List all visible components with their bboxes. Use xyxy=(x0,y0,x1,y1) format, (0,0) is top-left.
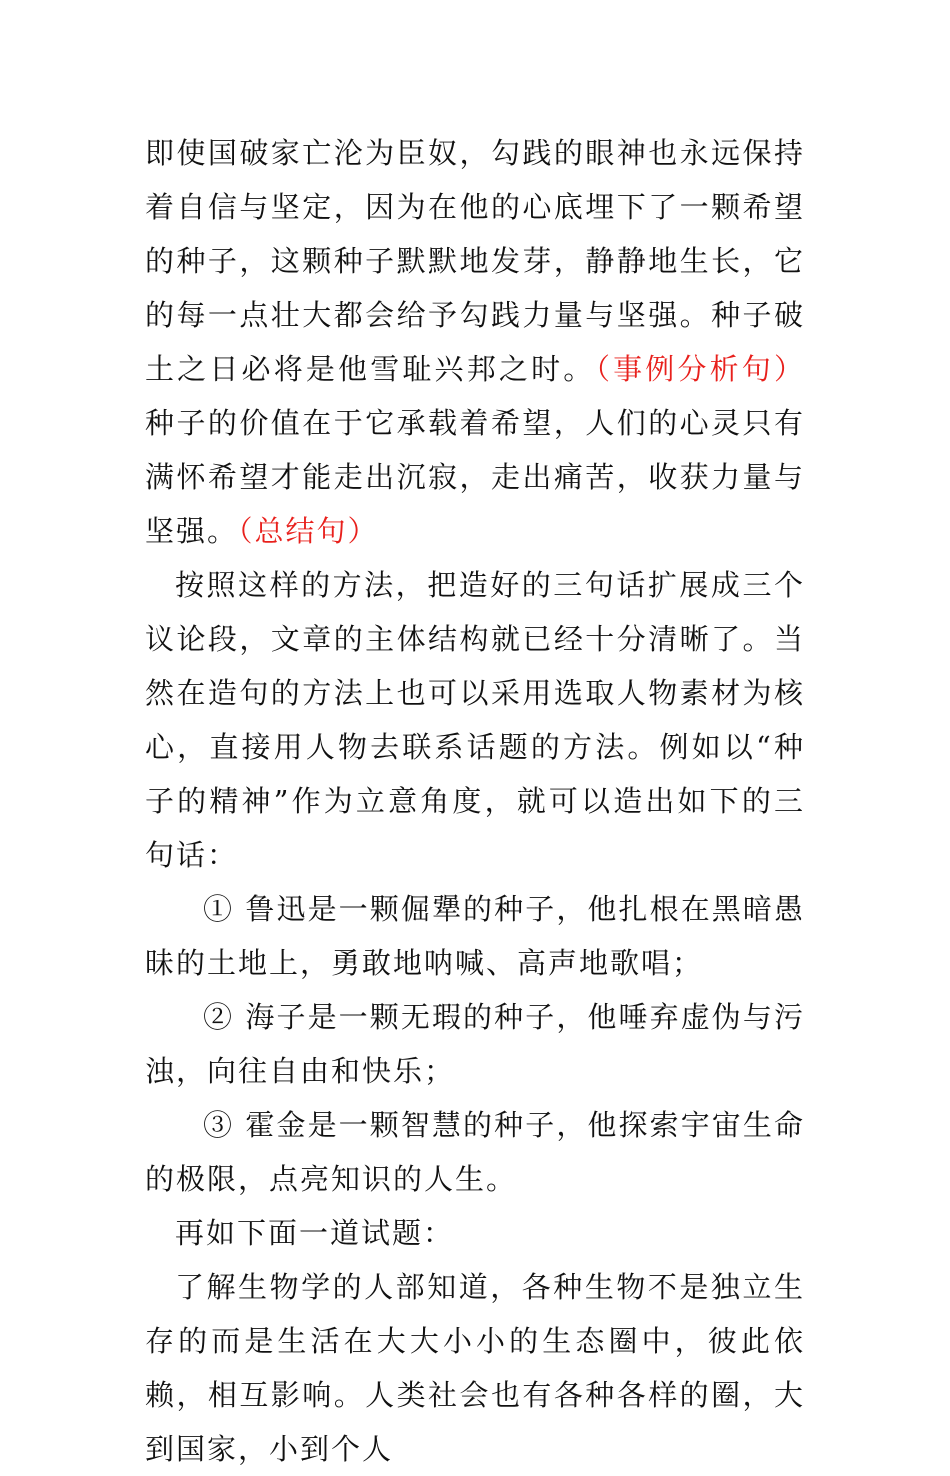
paragraph-ecology: 了解生物学的人部知道，各种生物不是独立生存的而是生活在大大小小的生态圈中，彼此依赖，相互影响。人类社会也有各种各样的圈，大到国家，小到个人 xyxy=(145,1270,805,1466)
paragraph-method: 按照这样的方法，把造好的三句话扩展成三个议论段，文章的主体结构就已经十分清晰了。当然在造句的方法上也可以采用选取人物素材为核心，直接用人物去联系话题的方法。例如以“种子的精神”作为立意角度，就可以造出如下的三句话： xyxy=(145,568,805,872)
list-item-hawking: ③ 霍金是一颗智慧的种子，他探索宇宙生命的极限，点亮知识的人生。 xyxy=(145,1108,805,1196)
list-item-luxun: ① 鲁迅是一颗倔犟的种子，他扎根在黑暗愚昧的土地上，勇敢地呐喊、高声地歌唱； xyxy=(145,892,805,980)
paragraph-goujian-example xyxy=(145,126,805,558)
annotation-example-analysis: （事例分析句） xyxy=(595,352,805,386)
paragraph-another-question: 再如下面一道试题： xyxy=(175,1216,455,1250)
annotation-summary: （总结句） xyxy=(238,514,379,548)
document-body xyxy=(145,126,805,1476)
example-text: 即使国破家亡沦为臣奴，勾践的眼神也永远保持着自信与坚定，因为在他的心底埋下了一颗希望的种子，这颗种子默默地发芽，静静地生长，它的每一点壮大都会给予勾践力量与坚强。种子破土之日必将是他雪耻兴邦之时。 xyxy=(145,136,805,386)
list-item-haizi: ② 海子是一颗无瑕的种子，他唾弃虚伪与污浊，向往自由和快乐； xyxy=(145,1000,805,1088)
value-text: 种子的价值在于它承载着希望，人们的心灵只有满怀希望才能走出沉寂，走出痛苦，收获力量与坚强。 xyxy=(145,406,805,548)
